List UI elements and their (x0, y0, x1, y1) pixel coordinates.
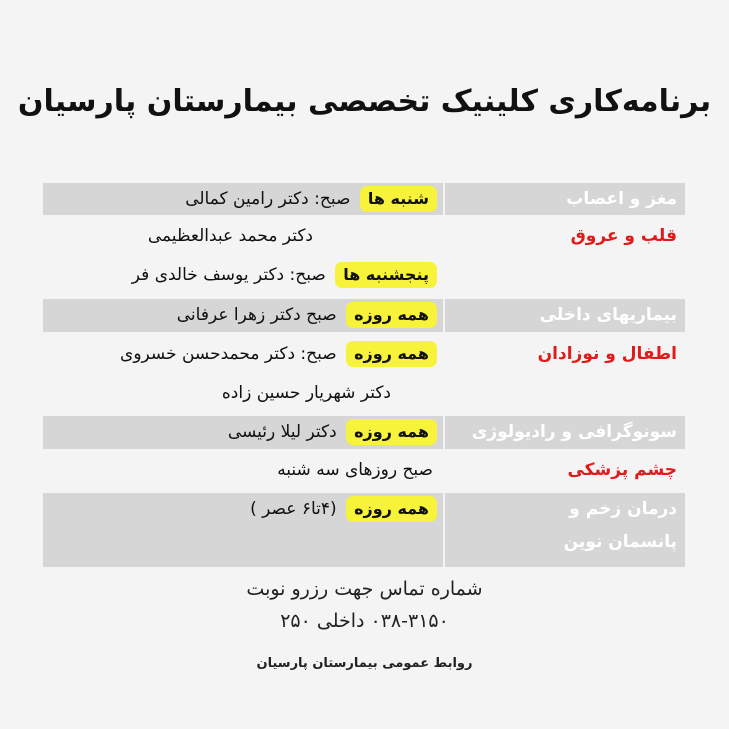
schedule-cell (43, 220, 443, 294)
doctor-text: صبح دکتر زهرا عرفانی (176, 305, 337, 325)
doctor-text: صبح: دکتر محمدحسن خسروی (120, 344, 337, 364)
day-badge: همه روزه (346, 341, 437, 367)
schedule-row-ophthalmology (43, 454, 685, 490)
page-title: برنامه‌کاری کلینیک تخصصی بیمارستان پارسیان (17, 84, 712, 119)
doctor-text: صبح: دکتر یوسف خالدی فر (131, 265, 326, 285)
day-badge: پنجشنبه ها (335, 262, 437, 288)
public-relations-credit: روابط عمومی بیمارستان پارسیان (256, 656, 473, 671)
department-name: مغز و اعصاب (566, 189, 677, 209)
schedule-cell (43, 493, 443, 567)
schedule-cell (43, 183, 443, 215)
schedule-line (148, 220, 313, 253)
doctor-text: دکتر لیلا رئیسی (227, 422, 337, 442)
department-cell (445, 220, 685, 294)
day-badge: شنبه ها (360, 186, 437, 212)
department-cell (445, 493, 685, 567)
department-cell (445, 299, 685, 332)
doctor-text: صبح روزهای سه شنبه (277, 460, 433, 480)
schedule-line (228, 416, 437, 449)
schedule-line (277, 454, 433, 487)
department-name: اطفال و نوزادان (537, 344, 677, 364)
day-badge: همه روزه (346, 302, 437, 328)
schedule-line (250, 493, 437, 526)
schedule-line (222, 377, 391, 410)
doctor-text: دکتر محمد عبدالعظیمی (147, 226, 313, 246)
department-name: قلب و عروق (570, 226, 677, 246)
schedule-row-cardiology (43, 220, 685, 294)
department-name: درمان زخم و (569, 499, 677, 519)
department-cell (445, 454, 685, 490)
day-badge: همه روزه (346, 496, 437, 522)
doctor-text: صبح: دکتر رامین کمالی (185, 189, 351, 209)
department-cell (445, 338, 685, 413)
department-name: سونوگرافی و رادیولوژی (471, 422, 677, 442)
schedule-line (177, 299, 437, 332)
schedule-row-pediatrics (43, 338, 685, 413)
doctor-text: (۴تا۶ عصر ) (250, 499, 337, 519)
department-name: چشم پزشکی (567, 460, 677, 480)
phone-number: ۰۳۸-۳۱۵۰ داخلی ۲۵۰ (280, 610, 449, 632)
schedule-row-neurology (43, 183, 685, 215)
schedule-row-internal (43, 299, 685, 332)
schedule-line (185, 183, 437, 216)
schedule-row-radiology (43, 416, 685, 449)
schedule-table (43, 183, 685, 567)
schedule-cell (43, 338, 443, 413)
doctor-text: دکتر شهریار حسین زاده (221, 383, 391, 403)
day-badge: همه روزه (346, 419, 437, 445)
schedule-row-wound-care (43, 493, 685, 567)
department-cell (445, 416, 685, 449)
department-name: بیماریهای داخلی (539, 305, 677, 325)
schedule-cell (43, 416, 443, 449)
schedule-line (132, 259, 437, 292)
contact-label: شماره تماس جهت رزرو نوبت (246, 578, 483, 600)
department-name: پانسمان نوین (563, 532, 677, 552)
schedule-line (120, 338, 437, 371)
department-cell (445, 183, 685, 215)
schedule-cell (43, 299, 443, 332)
schedule-cell (43, 454, 443, 490)
